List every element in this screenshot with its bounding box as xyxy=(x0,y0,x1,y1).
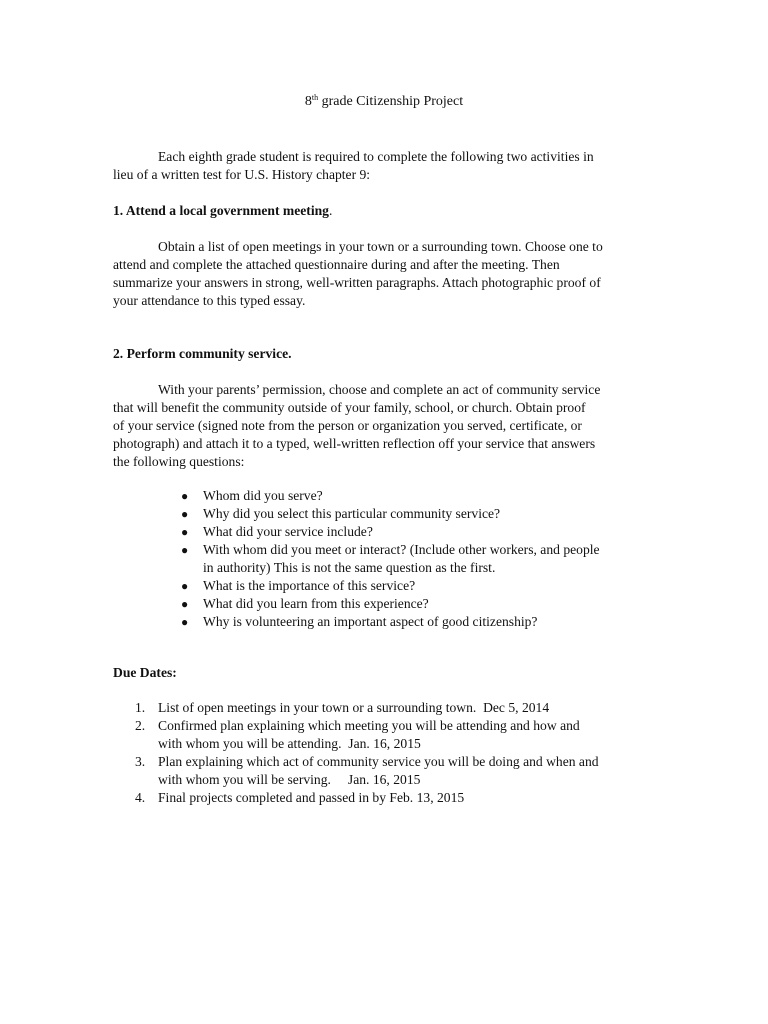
due-date-text: Confirmed plan explaining which meeting you will be attending and how and xyxy=(158,718,580,733)
due-date-item xyxy=(113,699,673,717)
bullet-icon: ● xyxy=(181,525,189,539)
questions-list xyxy=(181,487,661,631)
intro-line: Each eighth grade student is required to complete the following two activities in xyxy=(158,149,594,164)
question-text: Why did you select this particular community service? xyxy=(203,506,501,521)
section1-heading-text: 1. Attend a local government meeting xyxy=(113,203,329,218)
title-ordinal-suffix: th xyxy=(311,93,319,102)
bullet-icon: ● xyxy=(181,615,189,629)
due-dates-heading xyxy=(113,664,177,682)
section2-line: of your service (signed note from the person or organization you served, certificate, or xyxy=(113,418,582,433)
section1-line: your attendance to this typed essay. xyxy=(113,293,306,308)
intro-paragraph xyxy=(113,148,658,184)
question-item xyxy=(181,595,661,613)
section2-heading xyxy=(113,345,292,363)
section1-line: attend and complete the attached questionnaire during and after the meeting. Then xyxy=(113,257,560,272)
question-item xyxy=(181,577,661,595)
page-title xyxy=(0,93,768,111)
due-date-text-continued: with whom you will be serving. Jan. 16, 2015 xyxy=(158,772,421,787)
question-text: What did your service include? xyxy=(203,524,373,539)
section1-line: Obtain a list of open meetings in your town or a surrounding town. Choose one to xyxy=(158,239,603,254)
section1-heading xyxy=(113,202,332,220)
question-item xyxy=(181,523,661,541)
due-dates-list xyxy=(113,699,673,807)
question-text: Why is volunteering an important aspect of good citizenship? xyxy=(203,614,538,629)
due-date-item xyxy=(113,717,673,753)
due-dates-heading-text: Due Dates: xyxy=(113,665,177,680)
due-date-item xyxy=(113,753,673,789)
question-text-continued: in authority) This is not the same question as the first. xyxy=(203,560,496,575)
intro-line: lieu of a written test for U.S. History chapter 9: xyxy=(113,167,371,182)
section1-paragraph xyxy=(113,238,658,310)
question-text: Whom did you serve? xyxy=(203,488,323,503)
section2-line: the following questions: xyxy=(113,454,245,469)
question-item xyxy=(181,487,661,505)
due-date-item xyxy=(113,789,673,807)
bullet-icon: ● xyxy=(181,489,189,503)
title-ordinal: 8 xyxy=(304,94,312,109)
bullet-icon: ● xyxy=(181,543,189,557)
section1-line: summarize your answers in strong, well-written paragraphs. Attach photographic proof of xyxy=(113,275,601,290)
question-item xyxy=(181,541,661,577)
question-text: What is the importance of this service? xyxy=(203,578,416,593)
section2-line: that will benefit the community outside of your family, school, or church. Obtain proof xyxy=(113,400,586,415)
section2-line: With your parents’ permission, choose and complete an act of community service xyxy=(158,382,601,397)
due-date-number: 4. xyxy=(135,790,146,805)
section2-heading-text: 2. Perform community service. xyxy=(113,346,292,361)
due-date-text: Plan explaining which act of community service you will be doing and when and xyxy=(158,754,599,769)
due-date-text: List of open meetings in your town or a surrounding town. Dec 5, 2014 xyxy=(158,700,550,715)
bullet-icon: ● xyxy=(181,597,189,611)
section1-heading-period: . xyxy=(328,203,333,218)
section2-paragraph xyxy=(113,381,658,471)
question-text: With whom did you meet or interact? (Include other workers, and people xyxy=(203,542,600,557)
due-date-number: 1. xyxy=(135,700,146,715)
due-date-number: 3. xyxy=(135,754,146,769)
due-date-text: Final projects completed and passed in by Feb. 13, 2015 xyxy=(158,790,465,805)
question-item xyxy=(181,505,661,523)
question-item xyxy=(181,613,661,631)
due-date-number: 2. xyxy=(135,718,146,733)
due-date-text-continued: with whom you will be attending. Jan. 16, 2015 xyxy=(158,736,421,751)
bullet-icon: ● xyxy=(181,579,189,593)
section2-line: photograph) and attach it to a typed, well-written reflection off your service that answers xyxy=(113,436,596,451)
question-text: What did you learn from this experience? xyxy=(203,596,429,611)
title-text: grade Citizenship Project xyxy=(318,94,464,109)
bullet-icon: ● xyxy=(181,507,189,521)
